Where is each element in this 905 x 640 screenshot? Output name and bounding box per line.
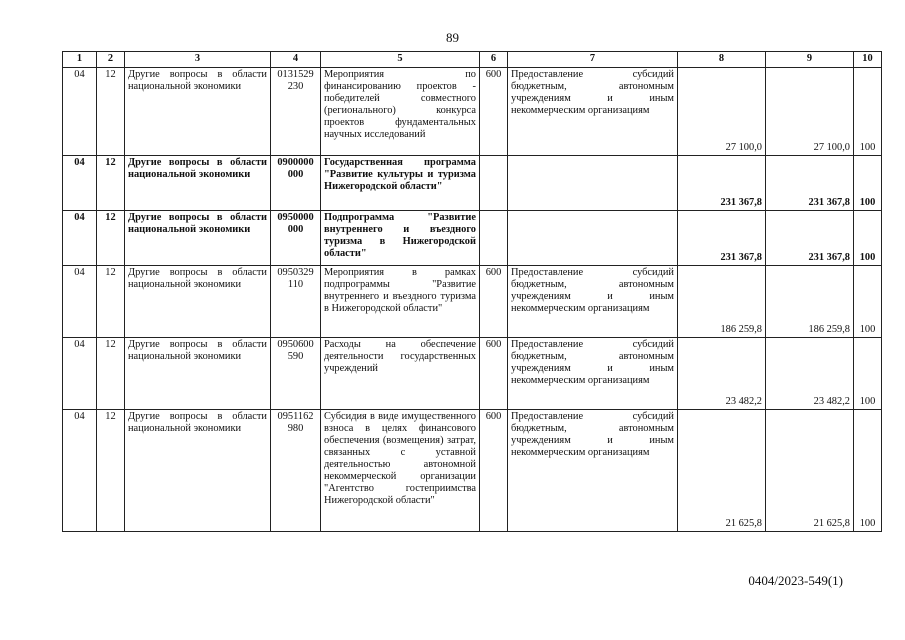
column-header-6: 6: [480, 52, 508, 68]
target-article-cell: 0950000 000: [271, 211, 321, 266]
column-header-3: 3: [125, 52, 271, 68]
section-name-cell: Другие вопросы в области национальной экономики: [125, 68, 271, 156]
table-row: [63, 156, 882, 211]
expense-type-name-cell: Предоставление субсидий бюджетным, автономным учреждениям и иным некоммерческим организациям: [508, 266, 678, 338]
section-code-cell: 04: [63, 266, 97, 338]
expense-type-code-cell: 600: [480, 410, 508, 532]
header-row: [63, 52, 882, 68]
section-code-cell: 04: [63, 156, 97, 211]
subsection-code-cell: 12: [97, 211, 125, 266]
execution-percent-cell: 100: [854, 410, 882, 532]
amount-planned-cell: 186 259,8: [678, 266, 766, 338]
article-name-cell: Мероприятия в рамках подпрограммы "Развитие внутреннего и въездного туризма в Нижегородской области": [321, 266, 480, 338]
expense-type-name-cell: [508, 156, 678, 211]
execution-percent-cell: 100: [854, 211, 882, 266]
column-header-7: 7: [508, 52, 678, 68]
amount-executed-cell: 23 482,2: [766, 338, 854, 410]
amount-planned-cell: 27 100,0: [678, 68, 766, 156]
article-name-cell: Мероприятия по финансированию проектов - победителей совместного (регионального) конкурса проектов фундаментальных научных исследований: [321, 68, 480, 156]
amount-executed-cell: 231 367,8: [766, 211, 854, 266]
table-row: [63, 211, 882, 266]
table-row: [63, 410, 882, 532]
column-header-4: 4: [271, 52, 321, 68]
article-name-cell: Субсидия в виде имущественного взноса в целях финансового обеспечения (возмещения) затрат, связанных с уставной деятельностью автономной некоммерческой организации "Агентство гостеприимства Нижегородской области": [321, 410, 480, 532]
target-article-cell: 0131529 230: [271, 68, 321, 156]
amount-planned-cell: 231 367,8: [678, 211, 766, 266]
table-row: [63, 68, 882, 156]
page-number: 89: [446, 30, 459, 45]
target-article-cell: 0951162 980: [271, 410, 321, 532]
section-name-cell: Другие вопросы в области национальной экономики: [125, 266, 271, 338]
amount-executed-cell: 27 100,0: [766, 68, 854, 156]
target-article-cell: 0950600 590: [271, 338, 321, 410]
section-name-cell: Другие вопросы в области национальной экономики: [125, 338, 271, 410]
section-code-cell: 04: [63, 68, 97, 156]
article-name-cell: Расходы на обеспечение деятельности государственных учреждений: [321, 338, 480, 410]
section-code-cell: 04: [63, 338, 97, 410]
section-code-cell: 04: [63, 410, 97, 532]
table-row: [63, 266, 882, 338]
execution-percent-cell: 100: [854, 338, 882, 410]
execution-percent-cell: 100: [854, 156, 882, 211]
subsection-code-cell: 12: [97, 156, 125, 211]
subsection-code-cell: 12: [97, 338, 125, 410]
column-header-8: 8: [678, 52, 766, 68]
column-header-2: 2: [97, 52, 125, 68]
section-name-cell: Другие вопросы в области национальной экономики: [125, 410, 271, 532]
subsection-code-cell: 12: [97, 266, 125, 338]
expense-type-code-cell: [480, 211, 508, 266]
expense-type-code-cell: 600: [480, 338, 508, 410]
subsection-code-cell: 12: [97, 410, 125, 532]
execution-percent-cell: 100: [854, 266, 882, 338]
amount-planned-cell: 21 625,8: [678, 410, 766, 532]
expense-type-name-cell: Предоставление субсидий бюджетным, автономным учреждениям и иным некоммерческим организациям: [508, 338, 678, 410]
expense-type-code-cell: 600: [480, 68, 508, 156]
expense-type-name-cell: [508, 211, 678, 266]
column-header-5: 5: [321, 52, 480, 68]
budget-table: [62, 51, 882, 532]
target-article-cell: 0900000 000: [271, 156, 321, 211]
expense-type-name-cell: Предоставление субсидий бюджетным, автономным учреждениям и иным некоммерческим организациям: [508, 410, 678, 532]
column-header-10: 10: [854, 52, 882, 68]
article-name-cell: Государственная программа "Развитие культуры и туризма Нижегородской области": [321, 156, 480, 211]
amount-executed-cell: 21 625,8: [766, 410, 854, 532]
column-header-1: 1: [63, 52, 97, 68]
amount-planned-cell: 231 367,8: [678, 156, 766, 211]
amount-planned-cell: 23 482,2: [678, 338, 766, 410]
section-code-cell: 04: [63, 211, 97, 266]
table-body: [63, 68, 882, 532]
article-name-cell: Подпрограмма "Развитие внутреннего и въездного туризма в Нижегородской области": [321, 211, 480, 266]
amount-executed-cell: 186 259,8: [766, 266, 854, 338]
section-name-cell: Другие вопросы в области национальной экономики: [125, 156, 271, 211]
section-name-cell: Другие вопросы в области национальной экономики: [125, 211, 271, 266]
column-header-9: 9: [766, 52, 854, 68]
execution-percent-cell: 100: [854, 68, 882, 156]
amount-executed-cell: 231 367,8: [766, 156, 854, 211]
subsection-code-cell: 12: [97, 68, 125, 156]
document-code: 0404/2023-549(1): [748, 573, 843, 588]
expense-type-name-cell: Предоставление субсидий бюджетным, автономным учреждениям и иным некоммерческим организациям: [508, 68, 678, 156]
table-row: [63, 338, 882, 410]
expense-type-code-cell: 600: [480, 266, 508, 338]
expense-type-code-cell: [480, 156, 508, 211]
target-article-cell: 0950329 110: [271, 266, 321, 338]
